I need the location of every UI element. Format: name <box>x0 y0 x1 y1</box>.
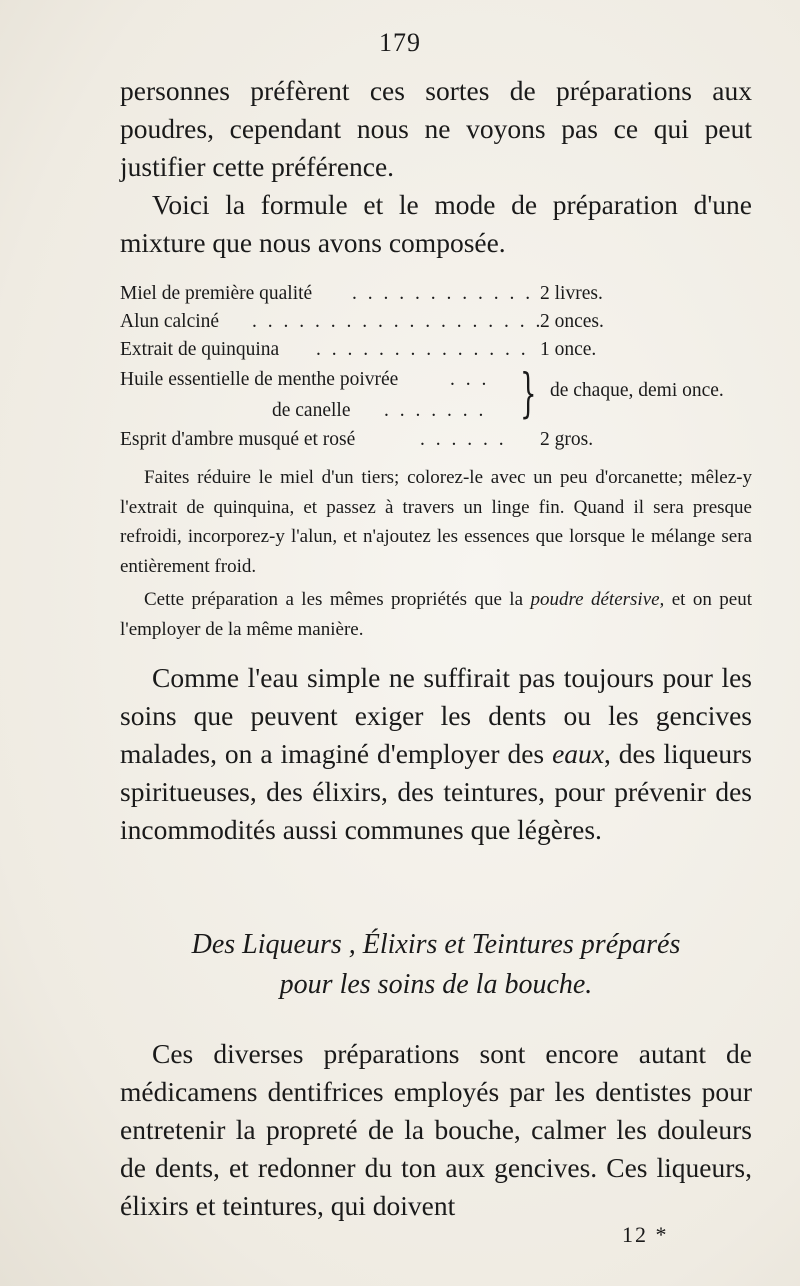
quantity: 2 onces. <box>540 311 604 332</box>
ces-text: Ces diverses préparations sont encore autant de médicamens dentifrices employés par les dentistes pour entretenir la propreté de la bouche, calmer les douleurs de dents, et redonner du ton aux gencives. Ces liqueurs, élixirs et teintures, qui doivent <box>120 1038 752 1221</box>
recipe-item <box>120 308 752 336</box>
section-heading-line-2: pour les soins de la bouche. <box>279 969 593 1000</box>
quantity: 1 once. <box>540 339 597 360</box>
recipe-item <box>120 426 752 454</box>
section-heading-line-1: Des Liqueurs , Élixirs et Teintures préparés <box>191 929 681 960</box>
leader-dots: . . . <box>450 369 490 390</box>
intro-paragraph-1: personnes préfèrent ces sortes de préparations aux poudres, cependant nous ne voyons pas ce qui peut justifier cette préférence. <box>120 75 752 182</box>
instructions-paragraph <box>120 463 752 581</box>
comme-end: , des liqueurs spiritueuses, des élixirs, des teintures, pour prévenir des incommodités aussi communes que légères. <box>120 738 752 845</box>
comme-italic: eaux <box>552 738 604 769</box>
instructions-text: Faites réduire le miel d'un tiers; colorez-le avec un peu d'orcanette; mêlez-y l'extrait de quinquina, et passez à travers un linge fin. Quand il sera presque refroidi, incorporez-y l'alun, et n'ajoutez les essences que lorsque le mélange sera entièrement froid. <box>120 467 752 577</box>
usage-note-end: et on peut l'employer de la même manière. <box>120 589 752 640</box>
leader-dots: . . . . . . . . . . . . . . <box>316 339 529 360</box>
quantity: 2 gros. <box>540 429 594 450</box>
ingredient: de canelle <box>272 400 351 421</box>
ingredient: Miel de première qualité <box>120 283 313 304</box>
leader-dots: . . . . . . <box>420 429 507 450</box>
quantity: 2 livres. <box>540 283 603 304</box>
comme-paragraph <box>120 659 752 849</box>
ces-paragraph <box>120 1035 752 1225</box>
ingredient: Esprit d'ambre musqué et rosé <box>120 429 356 450</box>
usage-note-text <box>120 585 752 644</box>
leader-dots: . . . . . . . . . . . . . . . . . . . <box>252 311 544 332</box>
page-number: 179 <box>379 28 421 57</box>
leader-dots: . . . . . . . . . . . . <box>352 283 534 304</box>
usage-note-start: Cette préparation a les mêmes propriétés que la <box>144 589 531 610</box>
recipe-item <box>120 280 752 308</box>
shared-quantity: de chaque, demi once. <box>550 380 724 401</box>
curly-brace-icon: } <box>520 364 537 424</box>
ingredient: Extrait de quinquina <box>120 339 280 360</box>
intro-paragraph-2: Voici la formule et le mode de préparation d'une mixture que nous avons composée. <box>120 189 752 258</box>
comme-text <box>120 659 752 849</box>
section-heading <box>120 925 752 1005</box>
recipe-item <box>120 336 752 364</box>
leader-dots: . . . . . . . <box>384 400 487 421</box>
ingredient: Huile essentielle de menthe poivrée <box>120 369 399 390</box>
ingredient: Alun calciné <box>120 311 220 332</box>
recipe-list <box>120 280 752 454</box>
usage-note <box>120 585 752 644</box>
essential-oils-group <box>120 364 752 426</box>
signature-mark: 12 * <box>622 1222 669 1247</box>
comme-start: Comme l'eau simple ne suffirait pas toujours pour les soins que peuvent exiger les dents ou les gencives malades, on a imaginé d'employer des <box>120 662 752 769</box>
usage-note-italic: poudre détersive, <box>530 589 665 610</box>
intro-paragraphs <box>120 72 752 262</box>
